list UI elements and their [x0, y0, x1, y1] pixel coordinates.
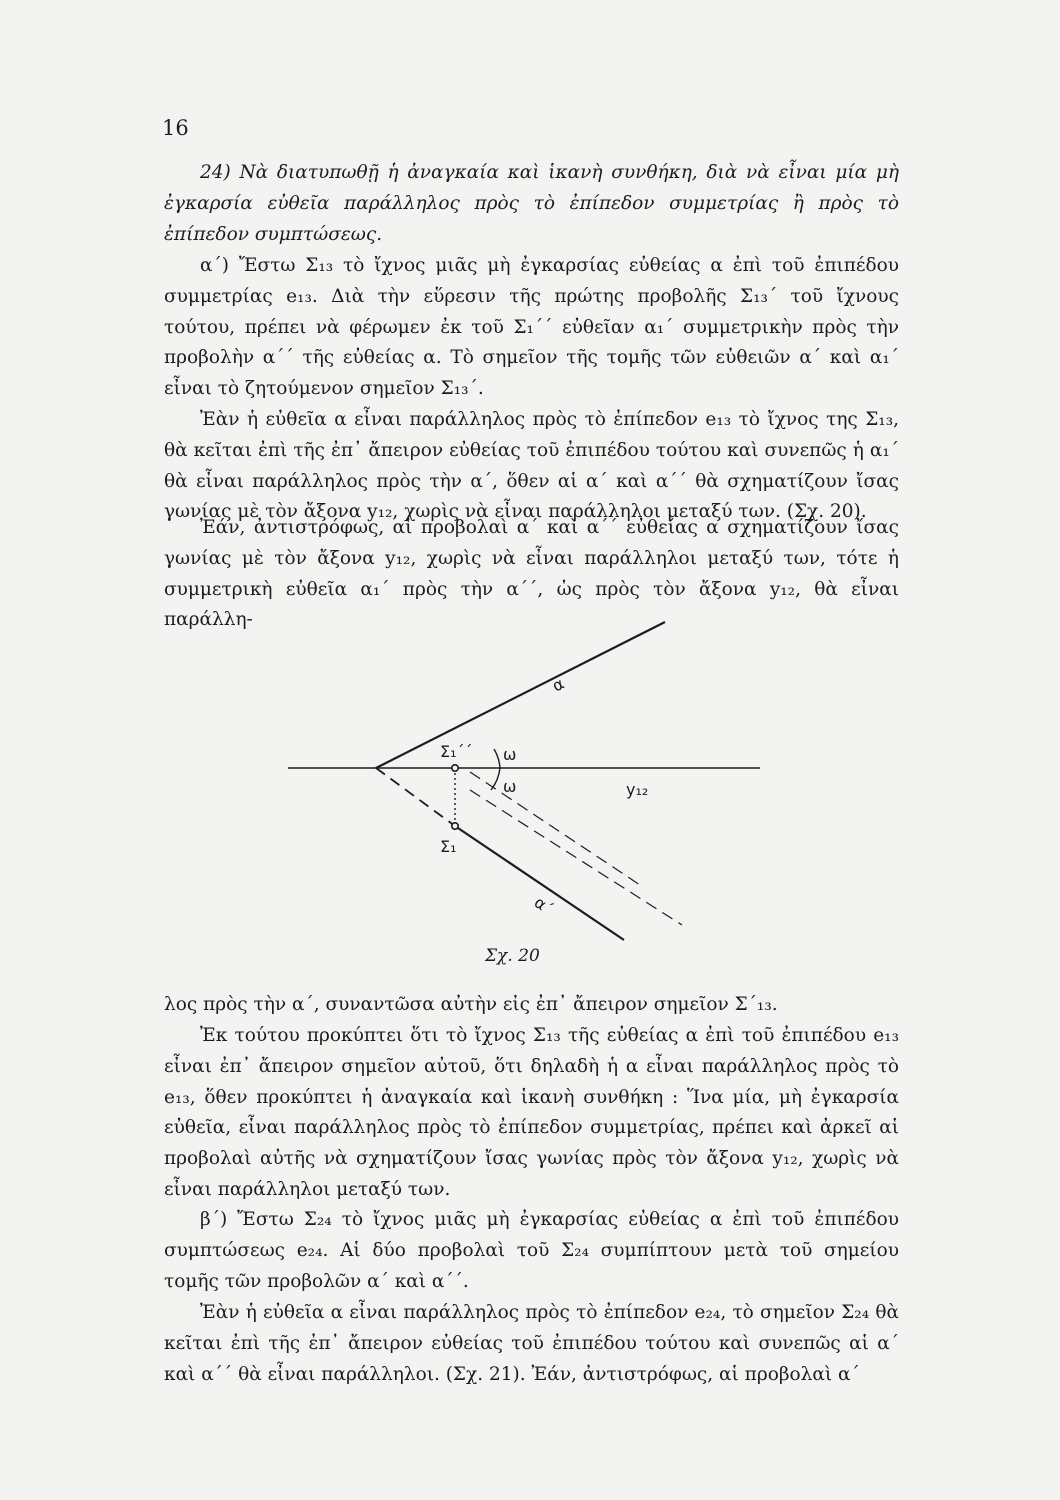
page-number: 16 [162, 116, 189, 140]
line-alpha-double-prime [376, 622, 665, 768]
paragraph-continuation: λος πρὸς τὴν α΄, συναντῶσα αὐτὴν εἰς ἐπ᾽ ἄπειρον σημεῖον Σ΄₁₃. [164, 994, 778, 1015]
point-sigma-prime [452, 823, 458, 829]
label-alpha: α [548, 673, 568, 696]
label-alpha-prime: α΄ [530, 892, 557, 919]
dashed-line-1 [470, 772, 640, 885]
paragraph-conclusion: Ἐκ τούτου προκύπτει ὅτι τὸ ἴχνος Σ₁₃ τῆς εὐθείας α ἐπὶ τοῦ ἐπιπέδου e₁₃ εἶναι ἐπ᾽ ἄπειρον σημεῖον αὐτοῦ, ὅτι δηλαδὴ ἡ α εἶναι παράλληλος πρὸς τὸ e₁₃, ὅθεν προκύπτει ἡ ἀναγκαία καὶ ἱκανὴ συνθήκη : Ἵνα μία, μὴ ἐγκαρσία εὐθεῖα, εἶναι παράλληλος πρὸς τὸ ἐπίπεδον συμμετρίας, πρέπει καὶ ἀρκεῖ αἱ προβολαὶ αὐτῆς νὰ σχηματίζουν ἴσας γωνίας πρὸς τὸν ἄξονα y₁₂, χωρὶς νὰ εἶναι παράλληλοι μεταξύ των. [164, 1025, 899, 1200]
figure-caption: Σχ. 20 [485, 946, 540, 966]
dashed-extension-upper [376, 768, 455, 826]
label-sigma-upper: Σ₁΄΄ [440, 742, 473, 761]
angle-arc-upper [494, 749, 500, 768]
problem-statement: 24) Νὰ διατυπωθῇ ἡ ἀναγκαία καὶ ἱκανὴ συνθήκη, διὰ νὰ εἶναι μία μὴ ἐγκαρσία εὐθεῖα παράλληλος πρὸς τὸ ἐπίπεδον συμμετρίας ἢ πρὸς τὸ ἐπίπεδον συμπτώσεως. [164, 162, 899, 245]
paragraph-beta-parallel: Ἐὰν ἡ εὐθεῖα α εἶναι παράλληλος πρὸς τὸ ἐπίπεδον e₂₄, τὸ σημεῖον Σ₂₄ θὰ κεῖται ἐπὶ τῆς ἐπ᾽ ἄπειρον εὐθείας τοῦ ἐπιπέδου τούτου καὶ συνεπῶς αἱ α΄ καὶ α΄΄ θὰ εἶναι παράλληλοι. (Σχ. 21). Ἐάν, ἀντιστρόφως, αἱ προβολαὶ α΄ [164, 1302, 899, 1385]
label-omega-lower: ω [503, 777, 517, 796]
paragraph-beta: β΄) Ἔστω Σ₂₄ τὸ ἴχνος μιᾶς μὴ ἐγκαρσίας εὐθείας α ἐπὶ τοῦ ἐπιπέδου συμπτώσεως e₂₄. Αἱ δύο προβολαὶ τοῦ Σ₂₄ συμπίπτουν μετὰ τοῦ σημείου τομῆς τῶν προβολῶν α΄ καὶ α΄΄. [164, 1209, 899, 1292]
line-alpha-prime [455, 826, 624, 940]
label-axis-y12: y₁₂ [626, 780, 649, 799]
label-omega-upper: ω [503, 745, 517, 764]
point-sigma-double-prime [452, 765, 458, 771]
paragraph-parallel: Ἐὰν ἡ εὐθεῖα α εἶναι παράλληλος πρὸς τὸ ἐπίπεδον e₁₃ τὸ ἴχνος της Σ₁₃, θὰ κεῖται ἐπὶ τῆς ἐπ᾽ ἄπειρον εὐθείας τοῦ ἐπιπέδου τούτου καὶ συνεπῶς ἡ α₁΄ θὰ εἶναι παράλληλος πρὸς τὴν α΄, ὅθεν αἱ α΄ καὶ α΄΄ θὰ σχηματίζουν ἴσας γωνίας μὲ τὸν ἄξονα y₁₂, χωρὶς νὰ εἶναι παράλληλοι μεταξύ των. (Σχ. 20). [164, 409, 899, 523]
label-sigma-lower: Σ₁ [440, 837, 457, 856]
paragraph-converse: Ἐάν, ἀντιστρόφως, αἱ προβολαὶ α΄ καὶ α΄΄ εὐθείας α σχηματίζουν ἴσας γωνίας μὲ τὸν ἄξονα y₁₂, χωρὶς νὰ εἶναι παράλληλοι μεταξύ των, τότε ἡ συμμετρικὴ εὐθεῖα α₁΄ πρὸς τὴν α΄΄, ὡς πρὸς τὸν ἄξονα y₁₂, θὰ εἶναι παράλλη- [164, 517, 899, 631]
paragraph-alpha: α΄) Ἔστω Σ₁₃ τὸ ἴχνος μιᾶς μὴ ἐγκαρσίας εὐθείας α ἐπὶ τοῦ ἐπιπέδου συμμετρίας e₁₃. Διὰ τὴν εὕρεσιν τῆς πρώτης προβολῆς Σ₁₃΄ τοῦ ἴχνους τούτου, πρέπει νὰ φέρωμεν ἐκ τοῦ Σ₁΄΄ εὐθεῖαν α₁΄ συμμετρικὴν πρὸς τὴν προβολὴν α΄΄ τῆς εὐθείας α. Τὸ σημεῖον τῆς τομῆς τῶν εὐθειῶν α΄ καὶ α₁΄ εἶναι τὸ ζητούμενον σημεῖον Σ₁₃΄. [164, 255, 899, 400]
